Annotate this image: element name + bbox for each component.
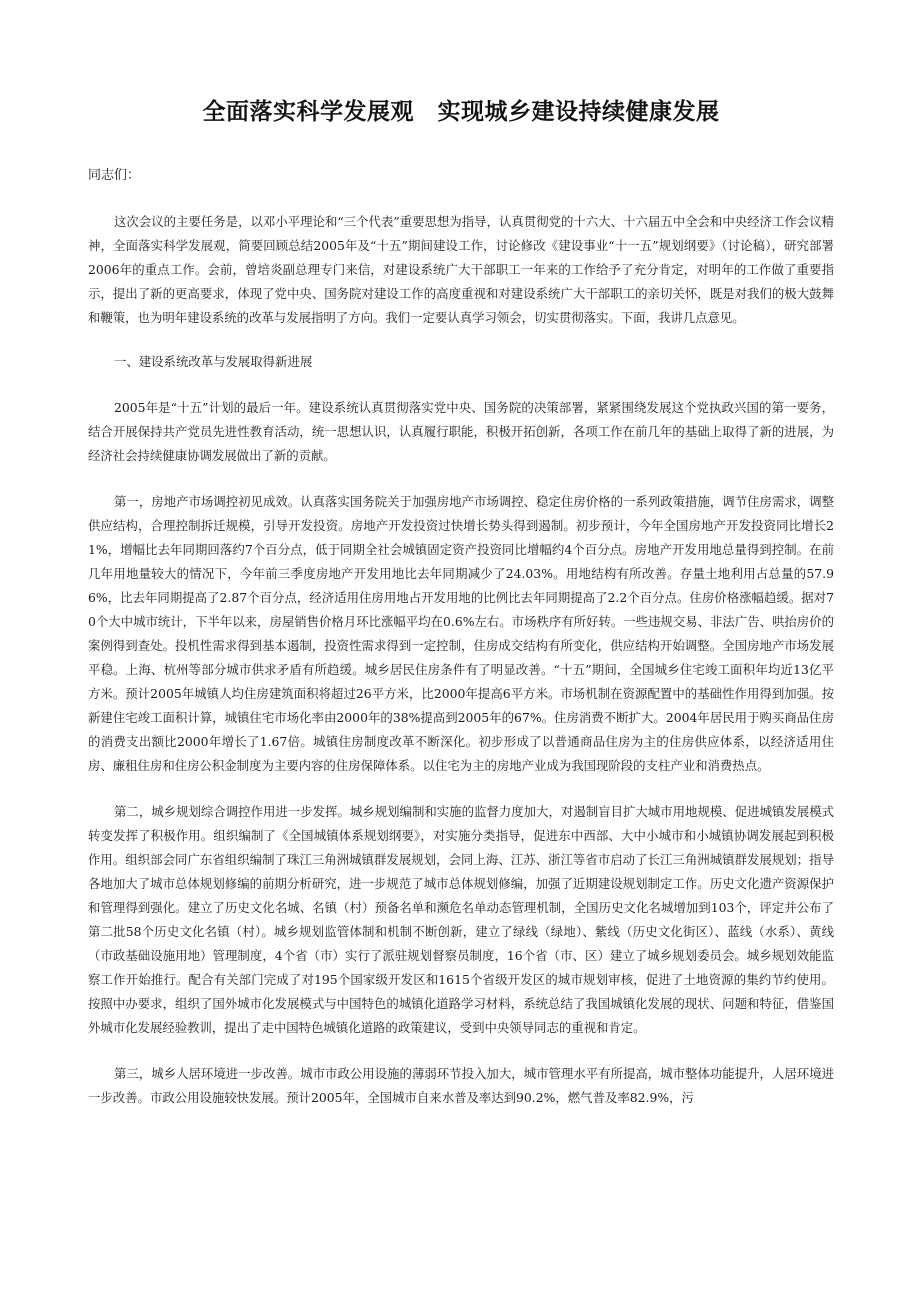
paragraph-urban-planning: 第二，城乡规划综合调控作用进一步发挥。城乡规划编制和实施的监督力度加大，对遏制盲目扩大城市用地规模、促进城镇发展模式转变发挥了积极作用。组织编制了《全国城镇体系规划纲要》，对实施分类指导，促进东中西部、大中小城市和小城镇协调发展起到积极作用。组织部会同广东省组织编制了珠江三角洲城镇群发展规划，会同上海、江苏、浙江等省市启动了长江三角洲城镇群发展规划；指导各地加大了城市总体规划修编的前期分析研究，进一步规范了城市总体规划修编，加强了近期建设规划制定工作。历史文化遗产资源保护和管理得到强化。建立了历史文化名城、名镇（村）预备名单和濒危名单动态管理机制，全国历史文化名城增加到103个，评定并公布了第二批58个历史文化名镇（村）。城乡规划监管体制和机制不断创新，建立了绿线（绿地）、紫线（历史文化街区）、蓝线（水系）、黄线（市政基础设施用地）管理制度，4个省（市）实行了派驻规划督察员制度，16个省（市、区）建立了城乡规划委员会。城乡规划效能监察工作开始推行。配合有关部门完成了对195个国家级开发区和1615个省级开发区的城市规划审核，促进了土地资源的集约节约使用。按照中办要求，组织了国外城市化发展模式与中国特色的城镇化道路学习材料，系统总结了我国城镇化发展的现状、问题和特征，借鉴国外城市化发展经验教训，提出了走中国特色城镇化道路的政策建议，受到中央领导同志的重视和肯定。: [88, 804, 834, 1035]
document-page: [88, 0, 834, 1110]
document-title: 全面落实科学发展观 实现城乡建设持续健康发展: [202, 99, 720, 125]
salutation: 同志们：: [88, 168, 141, 183]
paragraph-overview: 2005年是“十五”计划的最后一年。建设系统认真贯彻落实党中央、国务院的决策部署，紧紧围绕发展这个党执政兴国的第一要务，结合开展保持共产党员先进性教育活动，统一思想认识，认真履行职能，积极开拓创新，各项工作在前几年的基础上取得了新的进展，为经济社会持续健康协调发展做出了新的贡献。: [88, 400, 834, 463]
paragraph-real-estate: 第一，房地产市场调控初见成效。认真落实国务院关于加强房地产市场调控、稳定住房价格的一系列政策措施，调节住房需求，调整供应结构，合理控制拆迁规模，引导开发投资。房地产开发投资过快增长势头得到遏制。初步预计，今年全国房地产开发投资同比增长21%，增幅比去年同期回落约7个百分点，低于同期全社会城镇固定资产投资同比增幅约4个百分点。房地产开发用地总量得到控制。在前几年用地量较大的情况下，今年前三季度房地产开发用地比去年同期减少了24.03%。用地结构有所改善。存量土地利用占总量的57.96%，比去年同期提高了2.87个百分点，经济适用住房用地占开发用地的比例比去年同期提高了2.2个百分点。住房价格涨幅趋缓。据对70个大中城市统计，下半年以来，房屋销售价格月环比涨幅平均在0.6%左右。市场秩序有所好转。一些违规交易、非法广告、哄抬房价的案例得到查处。投机性需求得到基本遏制，投资性需求得到一定控制，住房成交结构有所变化，供应结构开始调整。全国房地产市场发展平稳。上海、杭州等部分城市供求矛盾有所趋缓。城乡居民住房条件有了明显改善。“十五”期间，全国城乡住宅竣工面积年均近13亿平方米。预计2005年城镇人均住房建筑面积将超过26平方米，比2000年提高6平方米。市场机制在资源配置中的基础性作用得到加强。按新建住宅竣工面积计算，城镇住宅市场化率由2000年的38%提高到2005年的67%。住房消费不断扩大。2004年居民用于购买商品住房的消费支出额比2000年增长了1.67倍。城镇住房制度改革不断深化。初步形成了以普通商品住房为主的住房供应体系，以经济适用住房、廉租住房和住房公积金制度为主要内容的住房保障体系。以住宅为主的房地产业成为我国现阶段的支柱产业和消费热点。: [88, 494, 834, 773]
paragraph-intro: 这次会议的主要任务是，以邓小平理论和“三个代表”重要思想为指导，认真贯彻党的十六大、十六届五中全会和中央经济工作会议精神，全面落实科学发展观，简要回顾总结2005年及“十五”期间建设工作，讨论修改《建设事业“十一五”规划纲要》（讨论稿），研究部署2006年的重点工作。会前，曾培炎副总理专门来信，对建设系统广大干部职工一年来的工作给予了充分肯定，对明年的工作做了重要指示，提出了新的更高要求，体现了党中央、国务院对建设工作的高度重视和对建设系统广大干部职工的亲切关怀，既是对我们的极大鼓舞和鞭策，也为明年建设系统的改革与发展指明了方向。我们一定要认真学习领会，切实贯彻落实。下面，我讲几点意见。: [88, 214, 834, 325]
section-heading-1: 一、建设系统改革与发展取得新进展: [114, 354, 313, 369]
paragraph-living-environment: 第三，城乡人居环境进一步改善。城市市政公用设施的薄弱环节投入加大，城市管理水平有所提高，城市整体功能提升，人居环境进一步改善。市政公用设施较快发展。预计2005年，全国城市自来水普及率达到90.2%，燃气普及率82.9%，污: [88, 1066, 834, 1105]
